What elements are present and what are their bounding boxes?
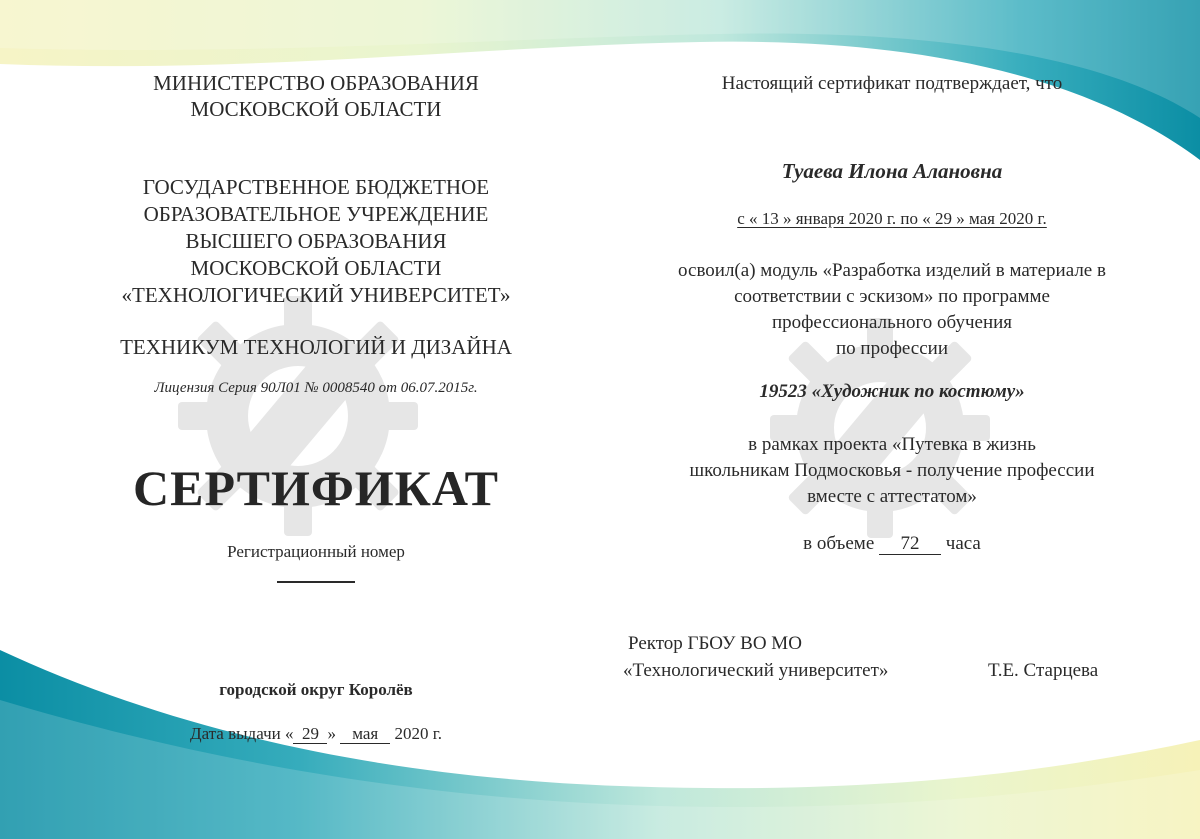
- rector-university: «Технологический университет»: [623, 660, 889, 681]
- registration-number-field: [0, 563, 632, 589]
- right-panel: [590, 0, 1200, 839]
- project-line: вместе с аттестатом»: [807, 486, 977, 507]
- registration-number: [277, 563, 355, 583]
- technikum-name: ТЕХНИКУМ ТЕХНОЛОГИЙ И ДИЗАЙНА: [120, 335, 512, 359]
- signer-name: Т.Е. Старцева: [988, 660, 1099, 681]
- rector-title: Ректор ГБОУ ВО МО: [628, 633, 802, 654]
- institution-line: ВЫСШЕГО ОБРАЗОВАНИЯ: [185, 229, 447, 253]
- registration-label: Регистрационный номер: [227, 542, 405, 561]
- institution-line: МОСКОВСКОЙ ОБЛАСТИ: [190, 256, 442, 280]
- institution-line: ГОСУДАРСТВЕННОЕ БЮДЖЕТНОЕ: [142, 175, 490, 199]
- issue-date: [0, 723, 632, 745]
- study-period: с « 13 » января 2020 г. по « 29 » мая 2020 г.: [737, 209, 1047, 228]
- institution-line: «ТЕХНОЛОГИЧЕСКИЙ УНИВЕРСИТЕТ»: [121, 283, 511, 307]
- issue-year: 2020 г.: [394, 724, 443, 743]
- ministry-line: МОСКОВСКОЙ ОБЛАСТИ: [190, 97, 442, 121]
- ministry-line: МИНИСТЕРСТВО ОБРАЗОВАНИЯ: [153, 71, 479, 95]
- module-description: [590, 258, 1194, 362]
- city: городской округ Королёв: [219, 680, 413, 699]
- institution-line: ОБРАЗОВАТЕЛЬНОЕ УЧРЕЖДЕНИЕ: [143, 202, 489, 226]
- module-line: освоил(а) модуль «Разработка изделий в материале в: [678, 260, 1106, 281]
- institution-block: [0, 174, 632, 309]
- issue-date-prefix: Дата выдачи «: [189, 724, 294, 743]
- license-text: Лицензия Серия 90Л01 № 0008540 от 06.07.2015г.: [154, 380, 478, 396]
- module-line: соответствии с эскизом» по программе: [734, 286, 1050, 307]
- project-line: школьникам Подмосковья - получение профессии: [689, 460, 1095, 481]
- ministry-block: [0, 70, 632, 122]
- intro-text: Настоящий сертификат подтверждает, что: [721, 73, 1063, 94]
- volume-suffix: часа: [945, 533, 981, 554]
- profession: 19523 «Художник по костюму»: [759, 381, 1025, 402]
- issue-day: 29: [293, 725, 327, 744]
- volume-hours: 72: [879, 534, 941, 555]
- issue-month: мая: [340, 725, 390, 744]
- volume: [590, 532, 1194, 556]
- module-line: профессионального обучения: [771, 312, 1013, 333]
- module-line: по профессии: [835, 338, 948, 359]
- volume-prefix: в объеме: [803, 533, 875, 554]
- recipient-name: Туаева Илона Алановна: [781, 159, 1003, 183]
- certificate-title: СЕРТИФИКАТ: [132, 460, 499, 516]
- project-description: [590, 432, 1194, 510]
- issue-date-mid: »: [327, 724, 336, 743]
- project-line: в рамках проекта «Путевка в жизнь: [748, 434, 1036, 455]
